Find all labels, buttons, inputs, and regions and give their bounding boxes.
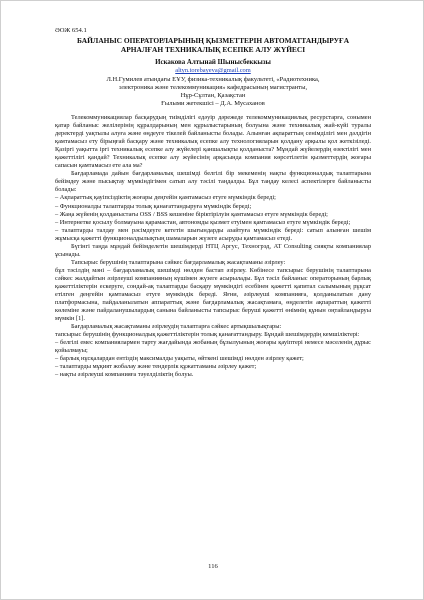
scientific-supervisor: Ғылыми жетекшісі – Д.А. Мусаханов: [161, 99, 265, 107]
page-number: 116: [208, 563, 218, 570]
author-name: Искакова Алтынай Шынысбеккызы: [155, 59, 271, 66]
affiliation-line-2: электроника және телекоммуникация» кафедрасының магистранты,: [118, 83, 308, 91]
body-paragraph: – белгілі емес компаниялармен тарту жағдайында жобаның бұзылуының жоғары қауіптері немесе мәселенің дұрыс қойылмауы;: [55, 339, 371, 355]
body-paragraph: – талаптарды мұқият жобалау және тендерлік құжаттаманы әзірлеу қажет;: [55, 363, 257, 371]
body-paragraph: – Интернетке қосылу болмауына қарамастан, автономды қызмет етуімен қамтамасыз етуге мүмкіндік береді;: [55, 218, 351, 226]
author-email-link[interactable]: altyn.torebayeva@gmail.com: [175, 67, 251, 75]
body-paragraph: – талаптарды талдау мен рәсімдеуге кететін шығындарды азайтуға мүмкіндік береді: сатып алынған шешім жұмысқа қажетті функционалдылықтың шамаларын жүзеге асыруды қамтамасыз етеді.: [55, 226, 371, 242]
body-paragraph: Бағдарламалық жасақтаманы әзірлеудің талаптарға сәйкес артықшылықтары:: [71, 323, 282, 331]
body-paragraph: Бүгінгі таңда мұндай бейімделетін шешімдерді НТЦ Аргус, Техногрэд, AT Consulting сияқты компаниялар ұсынады.: [55, 242, 371, 258]
body-paragraph: – барлық нұсқалардан ентіздің максималды уақыты, өйткені шешімді нөлден әзірлеу қажет;: [55, 355, 304, 363]
body-paragraph: Бағдарламада дайын бағдарламалық шешімді белгілі бір мекеменің нақты функционалдық талаптарына бейімдеу және пысықтау мүмкіндігімен сатып алу тәсілі таңдалды. Бұл таңдау келесі аспектілерге байланысты болады:: [55, 170, 371, 194]
title-line-1: БАЙЛАНЫС ОПЕРАТОРЛАРЫНЫҢ ҚЫЗМЕТТЕРІН АВТОМАТТАНДЫРУҒА: [76, 36, 350, 45]
body-paragraph: – Жаңа жүйенің қолданыстағы OSS / BSS кешеніне біріктірілуін қамтамасыз етуге мүмкіндік береді;: [55, 210, 328, 218]
body-paragraph: тапсырыс берушінің функционалдық қажеттіліктерін толық қанағаттандыру. Бұндай шешімдердің кемшіліктері:: [55, 331, 360, 339]
article-title: [55, 36, 371, 54]
city-country: Нұр-Сұлтан, Қазақстан: [180, 91, 246, 99]
body-paragraph: бұл тәсілдің мәні – бағдарламалық шешімді нөлден бастап әзірлеу. Көбінесе тапсырыс берушінің талаптарына сәйкес жалдайтын әзірлеуші компанияның күшімен жүзеге асырылады. Бұл тәсіл байланыс операторының барлық қажеттіліктерін ескеруге, сондай-ақ талаптарды басқару мүмкіндігі есебінен қажетті қапитал салымының рұқсат етілген деңгейін қамтамасыз етуге мүмкіндік береді. Яғни, әзірлеуші компанияға, қолданылатын дану платформасына, пайдаланылатын аппараттық және бағдарламалық жасақтамаға, өңделетін ақпараттың қажетті көлеміне және пайдаланушылардың санына байланысты тапсырыс беруші қажетті өнімнің құнын оңтайландыруы мүмкін [1].: [55, 266, 371, 323]
affiliation-line-1: Л.Н.Гумилев атындағы ЕҰУ, физика-техникалық факультеті, «Радиотехника,: [106, 75, 320, 83]
body-paragraph: Телекоммуникациялар басқарудың тиімділігі едәуір дәрежеде телекоммуникациялық ресурстарға, сонымен қатар байланыс желілерінің құралдарының мен құрылыстарының болуына және техникалық жай-күйі туралы деректерді уақтылы алуға және өңдеуге тікелей байланысты болады. Алынған ақпараттың сенімділігі мен дәлдігін қамтамасыз ету бірыңғай басқару және техникалық есепке алу технологияларын қолдану арқылы қол жеткізіледі. Қазіргі уақытта іргі техникалық есепке алу жүйелері қаншалықты қолданыста? Мұндай жүйелердің өзектілігі мен қажеттілігі қандай? Техникалық есепке алу жүйесінің арқасында компания көрсетілетін қызметтердің жоғары сапасын қамтамасыз ете ала ма?: [55, 113, 371, 170]
title-line-2: АРНАЛҒАН ТЕХНИКАЛЫҚ ЕСЕПКЕ АЛУ ЖҮЙЕСІ: [120, 45, 306, 54]
body-paragraph: Тапсырыс берушінің талаптарына сәйкес бағдарламалық жасақтаманы әзірлеу:: [71, 258, 286, 266]
body-paragraph: – Ақпараттық қауіпсіздіктің жоғары деңгейін қамтамасыз етуге мүмкіндік береді;: [55, 194, 276, 202]
udc-code: ӘОЖ 654.1: [55, 27, 87, 34]
article-body: [55, 114, 371, 380]
body-paragraph: – Функционалды талаптарды толық қанағаттандыруға мүмкіндік береді;: [55, 202, 252, 210]
article-content: [55, 27, 371, 380]
body-paragraph: – нақты әзірлеуші компанияға тәуелділіктің болуы.: [55, 371, 194, 379]
